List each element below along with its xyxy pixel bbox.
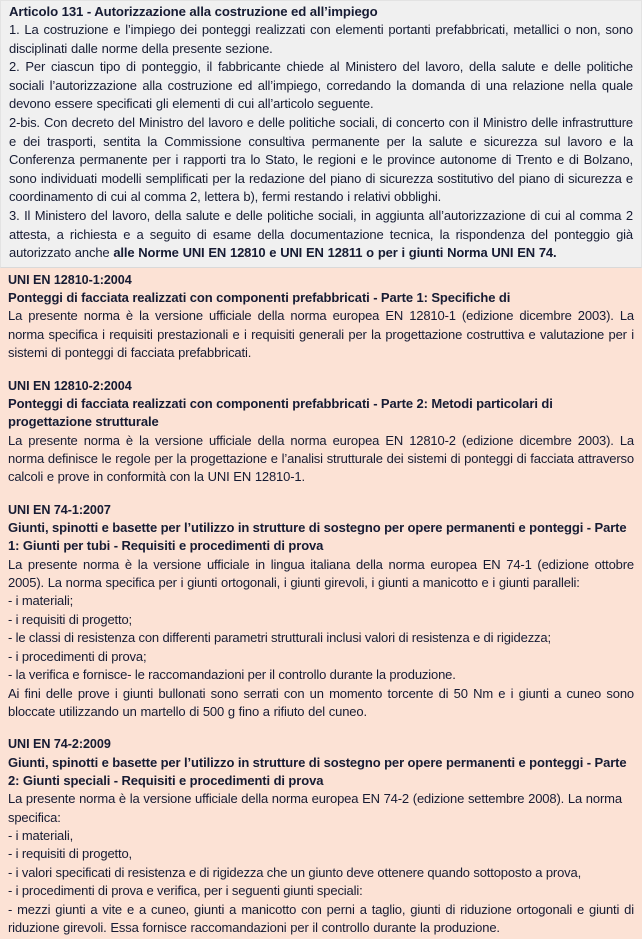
list-item: - i materiali; [8, 593, 74, 609]
norm-section-74-1 [8, 502, 634, 722]
list-item: - i procedimenti di prova; [8, 648, 147, 664]
article-paragraph-1: 1. La costruzione e l’impiego dei ponteggi realizzati con elementi portanti prefabbricati, metallici o non, sono disciplinati dalle norme della presente sezione. [9, 22, 633, 56]
norm-description: La presente norma è la versione ufficiale della norma europea EN 74-2 (edizione settembre 2008). La norma specifica: [8, 791, 622, 825]
norm-footer-note: Ai fini delle prove i giunti bullonati sono serrati con un momento torcente di 50 Nm e i giunti a cuneo sono bloccate utilizzando un martello di 500 g fino a rifiuto del cuneo. [8, 685, 634, 719]
norms-block [0, 268, 642, 939]
norm-title: Ponteggi di facciata realizzati con componenti prefabbricati - Parte 1: Specifiche di [8, 290, 511, 306]
article-paragraph-3-bold-reference: alle Norme UNI EN 12810 e UNI EN 12811 o per i giunti Norma UNI EN 74. [113, 245, 557, 261]
norm-code: UNI EN 12810-2:2004 [8, 378, 132, 393]
section-spacer [8, 487, 634, 502]
section-spacer [8, 721, 634, 736]
list-item: - le classi di resistenza con differenti parametri strutturali inclusi valori di resistenza e di rigidezza; [8, 630, 551, 646]
section-spacer [8, 363, 634, 378]
list-item: - i valori specificati di resistenza e di rigidezza che un giunto deve ottenere quando sottoposto a prova, [8, 864, 582, 880]
norm-section-74-2 [8, 736, 634, 937]
list-item: - la verifica e fornisce- le raccomandazioni per il controllo durante la produzione. [8, 667, 456, 683]
list-item: - i requisiti di progetto; [8, 611, 132, 627]
norm-code: UNI EN 12810-1:2004 [8, 272, 132, 287]
norm-description: La presente norma è la versione ufficiale della norma europea EN 12810-2 (edizione dicembre 2003). La norma definisce le regole per la progettazione e l’analisi strutturale dei sistemi di ponteggi di facciata attraverso calcoli e prove in conformità con la UNI EN 12810-1. [8, 432, 634, 485]
article-block [0, 0, 642, 268]
article-paragraph-2bis: 2-bis. Con decreto del Ministro del lavoro e delle politiche sociali, di concerto con il Ministro delle infrastrutture e dei trasporti, sentita la Commissione consultiva permanente per la salute e sicurezza sul lavoro e la Conferenza permanente per i rapporti tra lo Stato, le regioni e le province autonome di Trento e di Bolzano, sono individuati modelli semplificati per la redazione del piano di sicurezza sostitutivo del piano di sicurezza e coordinamento di cui al comma 2, lettera b), fermi restando i relativi obblighi. [9, 114, 633, 205]
article-paragraph-2: 2. Per ciascun tipo di ponteggio, il fabbricante chiede al Ministero del lavoro, della salute e delle politiche sociali l’autorizzazione alla costruzione ed all’impiego, corredando la domanda di una relazione nella quale devono essere specificati gli elementi di cui all’articolo seguente. [9, 59, 633, 112]
article-paragraph-3-text: 3. Il Ministero del lavoro, della salute e delle politiche sociali, in aggiunta all’autorizzazione di cui al comma 2 attesta, a richiesta e a seguito di esame della documentazione tecnica, la rispondenza del ponteggio già autorizzato anche [9, 207, 633, 261]
norm-title: Ponteggi di facciata realizzati con componenti prefabbricati - Parte 2: Metodi particolari di progettazione strutturale [8, 396, 553, 430]
list-item: - mezzi giunti a vite e a cuneo, giunti a manicotto con perni a taglio, giunti di riduzione ortogonali e giunti di riduzione girevoli. Essa fornisce raccomandazioni per il controllo durante la produzione. [8, 901, 634, 936]
article-paragraph-3 [9, 207, 633, 263]
norm-section-12810-1 [8, 272, 634, 363]
page-title: Articolo 131 - Autorizzazione alla costruzione ed all’impiego [9, 4, 378, 19]
list-item: - i requisiti di progetto, [8, 846, 132, 862]
norm-code: UNI EN 74-2:2009 [8, 737, 111, 752]
norm-description: La presente norma è la versione ufficiale in lingua italiana della norma europea EN 74-1 (edizione ottobre 2005). La norma specifica per i giunti ortogonali, i giunti girevoli, i giunti a manicotto e i giunti paralleli: [8, 556, 634, 591]
norm-code: UNI EN 74-1:2007 [8, 502, 111, 517]
norm-title: Giunti, spinotti e basette per l’utilizzo in strutture di sostegno per opere permanenti e ponteggi - Parte 1: Giunti per tubi - Requisiti e procedimenti di prova [8, 520, 627, 554]
list-item: - i materiali, [8, 828, 74, 844]
norm-title: Giunti, spinotti e basette per l’utilizzo in strutture di sostegno per opere permanenti e ponteggi - Parte 2: Giunti speciali - Requisiti e procedimenti di prova [8, 754, 627, 789]
norm-description: La presente norma è la versione ufficiale della norma europea EN 12810-1 (edizione dicembre 2003). La norma specifica i requisiti prestazionali e i requisiti generali per la progettazione costruttiva e valutazione per i sistemi di ponteggi di facciata prefabbricati. [8, 308, 634, 361]
norm-section-12810-2 [8, 378, 634, 487]
list-item: - i procedimenti di prova e verifica, per i seguenti giunti speciali: [8, 883, 363, 899]
